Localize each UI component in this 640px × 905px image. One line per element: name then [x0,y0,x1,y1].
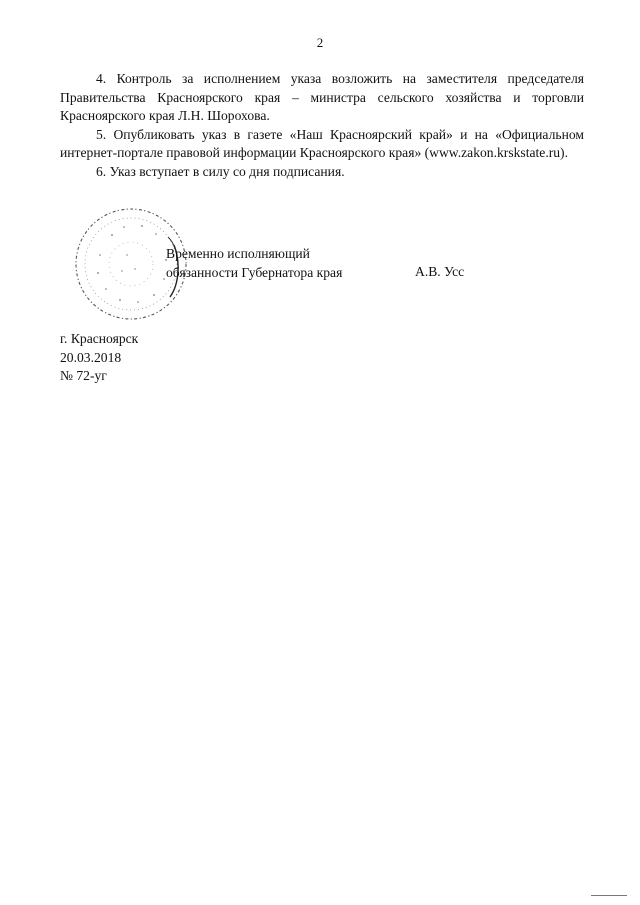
signatory-name: А.В. Усс [415,264,465,279]
footer-city: г. Красноярск [60,331,139,346]
footer-number: № 72-уг [60,368,107,383]
document-body [60,70,584,181]
page-number: 2 [316,35,324,50]
document-footer [60,330,138,386]
paragraph-4: 4. Контроль за исполнением указа возложить на заместителя председателя Правительства Красноярского края – министра сельского хозяйства и торговли Красноярского края Л.Н. Шорохова. [60,71,584,123]
footer-date: 20.03.2018 [60,349,122,365]
signatory-position-line-1: Временно исполняющий [166,246,310,261]
signatory-position-line-2: обязанности Губернатора края [166,264,343,280]
paragraph-6: 6. Указ вступает в силу со дня подписания. [96,163,345,179]
paragraph-5: 5. Опубликовать указ в газете «Наш Красноярский край» и на «Официальном интернет-портале правовой информации Красноярского края» (www.zakon.krskstate.ru). [60,126,584,160]
signature-title [166,245,342,282]
corner-line [591,895,627,896]
